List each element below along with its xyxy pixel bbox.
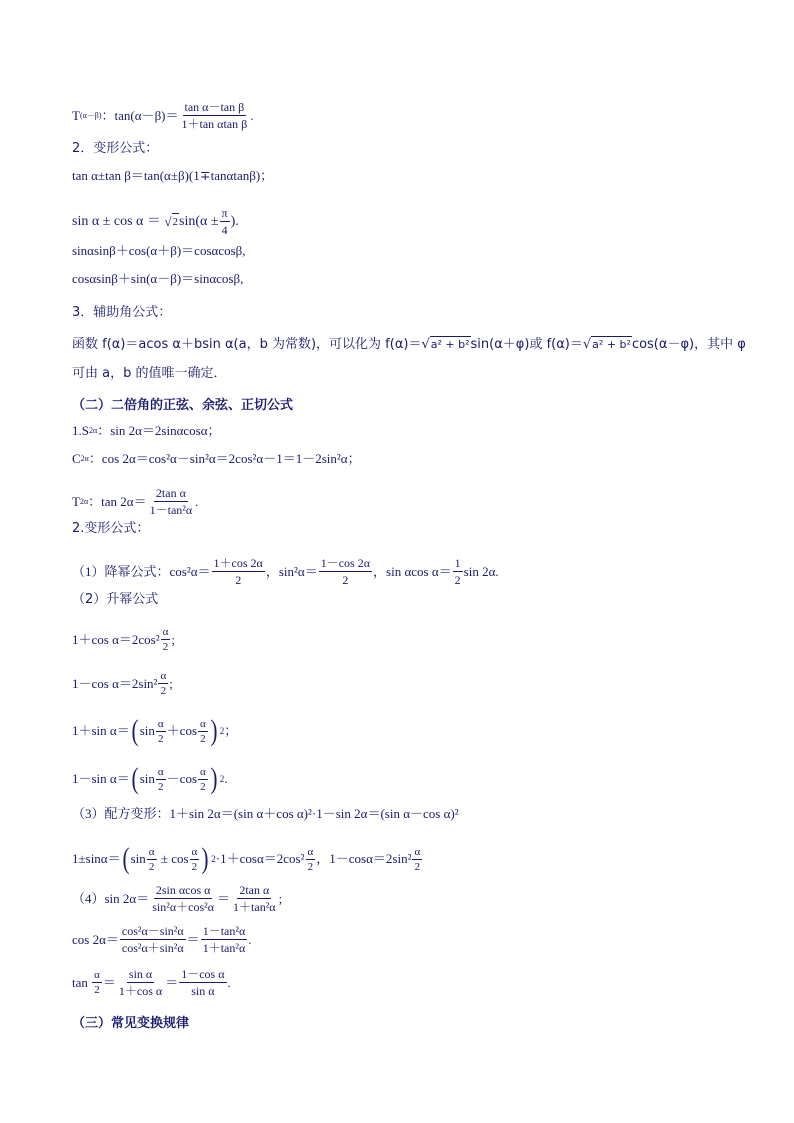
exponent: 2 bbox=[219, 726, 225, 736]
denominator: 2 bbox=[148, 860, 155, 873]
numerator: π bbox=[221, 206, 228, 220]
formula-text: 1－sin α＝ bbox=[72, 771, 130, 786]
paragraph-text: sin(α＋φ)或 f(α)＝ bbox=[470, 336, 583, 352]
formula-end: . bbox=[250, 107, 254, 123]
numerator: α bbox=[162, 626, 169, 638]
denominator: 2 bbox=[162, 641, 169, 653]
cossin-formula: cosαsinβ＋sin(α－β)＝sinαcosβ, bbox=[72, 271, 244, 286]
fraction bbox=[453, 556, 463, 587]
denominator: 2 bbox=[158, 780, 164, 793]
cos-double-ratio-formula bbox=[72, 924, 251, 955]
numerator: 2sin αcos α bbox=[155, 883, 211, 897]
formula-text: ·1＋cosα＝2cos² bbox=[215, 851, 305, 866]
denominator: 2 bbox=[191, 860, 198, 873]
denominator: cos²α＋sin²α bbox=[121, 941, 184, 955]
formula-label: T bbox=[72, 107, 80, 123]
fraction bbox=[92, 969, 102, 996]
formula-text: sin 2α. bbox=[463, 563, 499, 579]
fraction bbox=[212, 556, 265, 587]
fraction bbox=[319, 556, 372, 587]
power-raising-formula-2 bbox=[72, 670, 173, 697]
formula-text: sin(α ± bbox=[179, 213, 219, 229]
fraction bbox=[180, 100, 250, 131]
right-paren-icon: ) bbox=[201, 842, 209, 875]
heading-transform-formulas: 2．变形公式： bbox=[72, 141, 159, 156]
fraction bbox=[117, 967, 164, 998]
sqrt-content: a² + b² bbox=[592, 338, 631, 351]
left-paren-icon: ( bbox=[131, 762, 139, 795]
power-raising-formula-4 bbox=[72, 764, 228, 794]
denominator: 2 bbox=[200, 780, 206, 793]
sqrt-icon: √ bbox=[582, 336, 592, 352]
numerator: α bbox=[94, 969, 100, 981]
numerator: tan α－tan β bbox=[184, 100, 245, 114]
formula-text: ，sin²α＝ bbox=[265, 563, 318, 579]
formula-text: 1＋sin α＝ bbox=[72, 723, 130, 738]
sqrt-icon: √ bbox=[421, 336, 430, 352]
left-paren-icon: ( bbox=[131, 714, 139, 747]
formula-label: C bbox=[72, 451, 81, 466]
cos-double-formula bbox=[72, 451, 361, 467]
denominator: 2 bbox=[160, 685, 167, 697]
formula-text: 1＋cos α＝2cos² bbox=[72, 631, 160, 647]
numerator: 2tan α bbox=[239, 883, 270, 897]
fraction bbox=[161, 626, 171, 653]
fraction bbox=[201, 924, 248, 955]
formula-text: ：sin 2α＝2sinαcosα； bbox=[97, 423, 221, 438]
formula-end: . bbox=[195, 493, 199, 509]
sqrt-content: 2 bbox=[172, 213, 180, 230]
power-reduction-formula bbox=[72, 556, 499, 587]
formula-text: ± cos bbox=[157, 851, 189, 866]
formula-text: －cos bbox=[166, 771, 198, 786]
fraction bbox=[179, 967, 226, 998]
denominator: 2 bbox=[454, 573, 461, 587]
numerator: 2tan α bbox=[155, 486, 186, 500]
formula-text: sin α ± cos α ＝ bbox=[72, 213, 165, 229]
auxiliary-angle-text-continued: 可由 a，b 的值唯一确定． bbox=[72, 366, 227, 381]
right-paren-icon: ) bbox=[210, 762, 218, 795]
sin-double-ratio-formula bbox=[72, 883, 282, 914]
numerator: 1 bbox=[454, 556, 461, 570]
exponent: 2 bbox=[219, 774, 225, 784]
fraction bbox=[412, 846, 422, 873]
numerator: α bbox=[160, 670, 167, 682]
sqrt-icon: √ bbox=[164, 213, 172, 229]
denominator: 2 bbox=[94, 984, 100, 996]
denominator: 1＋tan²α bbox=[202, 941, 246, 955]
formula-text: ＋cos bbox=[166, 723, 198, 738]
formula-text: sin bbox=[139, 771, 155, 786]
paragraph-text: cos(α－φ)，其中 φ bbox=[631, 336, 746, 352]
formula-text: （1）降幂公式：cos²α＝ bbox=[72, 563, 211, 579]
section-heading-double-angle: （二）二倍角的正弦、余弦、正切公式 bbox=[72, 398, 294, 413]
formula-text: （4）sin 2α＝ bbox=[72, 890, 150, 906]
formula-end: . bbox=[224, 771, 228, 786]
heading-transform-formulas-2: 2.变形公式： bbox=[72, 521, 150, 536]
numerator: cos²α－sin²α bbox=[121, 924, 184, 938]
fraction bbox=[306, 846, 316, 873]
power-raising-formula-1 bbox=[72, 626, 175, 653]
numerator: α bbox=[148, 845, 155, 858]
denominator: 1＋tan αtan β bbox=[181, 117, 248, 131]
denominator: 1－tan²α bbox=[149, 503, 193, 517]
formula-end: ； bbox=[224, 723, 238, 738]
formula-text: ＝ bbox=[186, 931, 200, 947]
formula-subscript: 2α bbox=[79, 496, 89, 506]
formula-label: T bbox=[72, 493, 80, 509]
formula-end: ). bbox=[230, 213, 239, 229]
numerator: α bbox=[157, 717, 164, 730]
fraction bbox=[156, 718, 166, 745]
formula-text: sin bbox=[130, 851, 146, 866]
formula-end: . bbox=[227, 974, 231, 990]
formula-text: ＝ bbox=[217, 890, 231, 906]
numerator: α bbox=[191, 845, 198, 858]
completing-square-heading: （3）配方变形：1＋sin 2α＝(sin α＋cos α)²·1－sin 2α＝(sin α－cos α)² bbox=[72, 806, 459, 821]
fraction bbox=[190, 846, 200, 873]
tan-difference-formula bbox=[72, 100, 253, 131]
sinsin-formula: sinαsinβ＋cos(α＋β)＝cosαcosβ, bbox=[72, 243, 246, 258]
formula-end: . bbox=[248, 931, 252, 947]
formula-text: ，sin αcos α＝ bbox=[373, 563, 452, 579]
fraction bbox=[158, 670, 168, 697]
fraction bbox=[198, 718, 208, 745]
tan-sum-formula: tan α±tan β＝tan(α±β)(1∓tanαtanβ)； bbox=[72, 168, 274, 183]
denominator: 2 bbox=[414, 860, 421, 873]
formula-text: ：cos 2α＝cos²α－sin²α＝2cos²α－1＝1－2sin²α； bbox=[88, 451, 361, 466]
formula-subscript: 2α bbox=[88, 426, 98, 435]
numerator: α bbox=[200, 717, 206, 730]
numerator: α bbox=[200, 765, 206, 778]
denominator: 1＋cos α bbox=[118, 984, 163, 998]
fraction bbox=[156, 766, 166, 793]
denominator: 2 bbox=[235, 573, 242, 587]
completing-square-formula bbox=[72, 844, 423, 874]
numerator: α bbox=[157, 765, 164, 778]
numerator: 1－cos 2α bbox=[320, 556, 371, 570]
formula-end: ; bbox=[169, 675, 173, 691]
auxiliary-angle-text bbox=[72, 336, 746, 353]
formula-text: ：tan 2α＝ bbox=[88, 493, 147, 509]
numerator: 1＋cos 2α bbox=[213, 556, 263, 570]
left-paren-icon: ( bbox=[122, 842, 130, 875]
fraction bbox=[220, 206, 230, 237]
denominator: 2 bbox=[158, 732, 164, 745]
denominator: 1＋tan²α bbox=[233, 900, 276, 914]
heading-power-raising: （2）升幂公式 bbox=[72, 592, 159, 607]
formula-text: ，1－cosα＝2sin² bbox=[316, 851, 412, 866]
numerator: 1－cos α bbox=[181, 967, 225, 981]
denominator: 4 bbox=[221, 223, 228, 237]
denominator: 2 bbox=[200, 732, 206, 745]
section-heading-common-transforms: （三）常见变换规律 bbox=[72, 1016, 190, 1031]
tan-half-angle-formula bbox=[72, 967, 231, 998]
numerator: α bbox=[307, 845, 314, 858]
fraction bbox=[148, 486, 195, 517]
denominator: sin α bbox=[191, 984, 215, 998]
formula-end: ; bbox=[171, 631, 176, 647]
formula-subscript: 2α bbox=[80, 454, 89, 463]
formula-text: ＝ bbox=[165, 974, 179, 990]
fraction bbox=[198, 766, 208, 793]
sin-cos-formula bbox=[72, 206, 239, 237]
numerator: 1－tan²α bbox=[202, 924, 246, 938]
exponent: 2 bbox=[211, 854, 216, 864]
formula-text: ＝ bbox=[102, 974, 116, 990]
heading-auxiliary-angle: 3．辅助角公式： bbox=[72, 305, 172, 320]
paragraph-text: 函数 f(α)＝acos α＋bsin α(a，b 为常数)，可以化为 f(α)＝ bbox=[72, 336, 422, 352]
power-raising-formula-3 bbox=[72, 716, 237, 746]
fraction bbox=[231, 883, 278, 914]
tan-double-formula bbox=[72, 486, 198, 517]
numerator: sin α bbox=[128, 967, 153, 981]
formula-subscript: (α－β) bbox=[79, 110, 102, 120]
formula-end: ; bbox=[278, 890, 283, 906]
formula-text: 1－cos α＝2sin² bbox=[72, 675, 158, 691]
fraction bbox=[120, 924, 186, 955]
fraction bbox=[150, 883, 216, 914]
formula-label: 1.S bbox=[72, 423, 89, 438]
formula-text: 1±sinα＝ bbox=[72, 851, 121, 866]
formula-text: tan bbox=[72, 974, 92, 990]
denominator: 2 bbox=[342, 573, 349, 587]
denominator: sin²α＋cos²α bbox=[152, 900, 215, 914]
numerator: α bbox=[414, 845, 421, 858]
formula-text: ：tan(α－β)＝ bbox=[101, 107, 179, 123]
sqrt-content: a² + b² bbox=[430, 338, 470, 351]
sin-double-formula bbox=[72, 423, 221, 439]
fraction bbox=[147, 846, 157, 873]
denominator: 2 bbox=[307, 860, 314, 873]
formula-text: cos 2α＝ bbox=[72, 931, 119, 947]
formula-text: sin bbox=[139, 723, 155, 738]
right-paren-icon: ) bbox=[210, 714, 218, 747]
